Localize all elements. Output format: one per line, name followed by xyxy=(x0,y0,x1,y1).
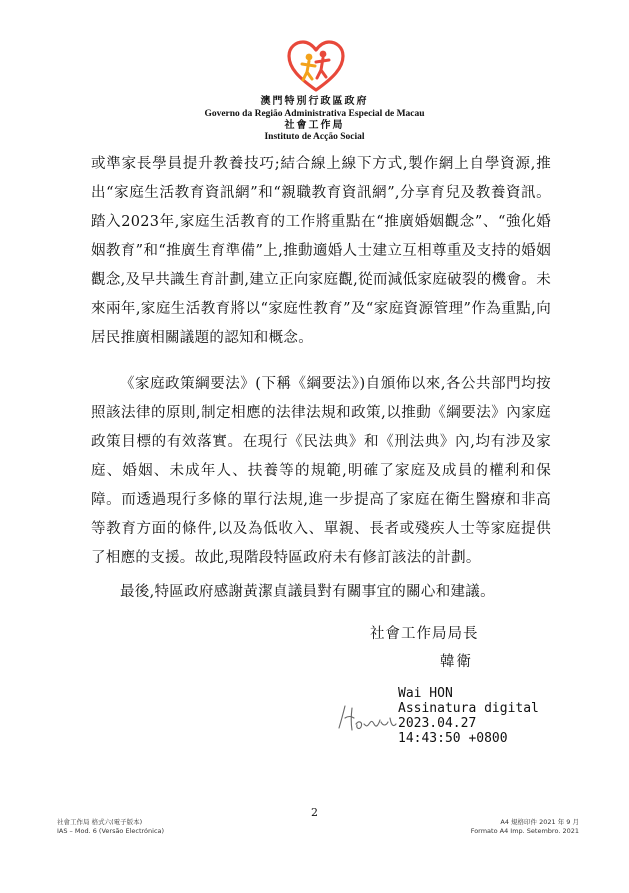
footer-right xyxy=(471,818,579,836)
paragraph-1: 或準家長學員提升教養技巧;結合線上線下方式,製作網上自學資源,推出“家庭生活教育資訊網”和“親職教育資訊網”,分享育兒及教養資訊。踏入2023年,家庭生活教育的工作將重點在“推廣婚姻觀念”、“強化婚姻教育”和“推廣生育準備”上,推動適婚人士建立互相尊重及支持的婚姻觀念,及早共識生育計劃,建立正向家庭觀,從而減低家庭破裂的機會。未來兩年,家庭生活教育將以“家庭性教育”及“家庭資源管理”作為重點,向居民推廣相關議題的認知和概念。 xyxy=(91,156,551,346)
digital-signature-time: 14:43:50 +0800 xyxy=(398,731,508,746)
dept-name-cn: 社會工作局 xyxy=(284,120,345,131)
digital-signature-date: 2023.04.27 xyxy=(398,716,477,731)
paragraph-3: 最後,特區政府感謝黃潔貞議員對有關事宜的關心和建議。 xyxy=(120,584,495,600)
footer-print-cn: A4 規格印件 2021 年 9 月 xyxy=(500,818,579,826)
digital-signature-label: Assinatura digital xyxy=(398,701,539,716)
footer-form-pt: IAS – Mod. 6 (Versão Electrónica) xyxy=(57,827,165,835)
footer-left xyxy=(57,818,164,836)
gov-name-cn: 澳門特別行政區政府 xyxy=(260,96,369,107)
ias-heart-family-logo-icon xyxy=(285,38,347,94)
page-number: 2 xyxy=(311,806,318,819)
digital-signature xyxy=(398,686,539,746)
signatory-title: 社會工作局局長 xyxy=(370,626,479,642)
digital-signer: Wai HON xyxy=(398,686,453,701)
paragraph-2: 《家庭政策綱要法》(下稱《綱要法》)自頒佈以來,各公共部門均按照該法律的原則,制定相應的法律法規和政策,以推動《綱要法》內家庭政策目標的有效落實。在現行《民法典》和《刑法典》內,均有涉及家庭、婚姻、未成年人、扶養等的規範,明確了家庭及成員的權利和保障。而透過現行多條的單行法規,進一步提高了家庭在衛生醫療和非高等教育方面的條件,以及為低收入、單親、長者或殘疾人士等家庭提供了相應的支援。故此,現階段特區政府未有修訂該法的計劃。 xyxy=(91,376,551,566)
handwritten-signature-icon xyxy=(336,700,398,736)
footer-form-cn: 社會工作局 格式六(電子版本) xyxy=(57,818,143,826)
signatory-name: 韓衛 xyxy=(440,654,473,670)
footer-print-pt: Formato A4 Imp. Setembro. 2021 xyxy=(470,827,579,835)
gov-name-pt: Governo da Região Administrativa Especial de Macau xyxy=(204,109,425,119)
dept-name-pt: Instituto de Acção Social xyxy=(264,132,365,142)
